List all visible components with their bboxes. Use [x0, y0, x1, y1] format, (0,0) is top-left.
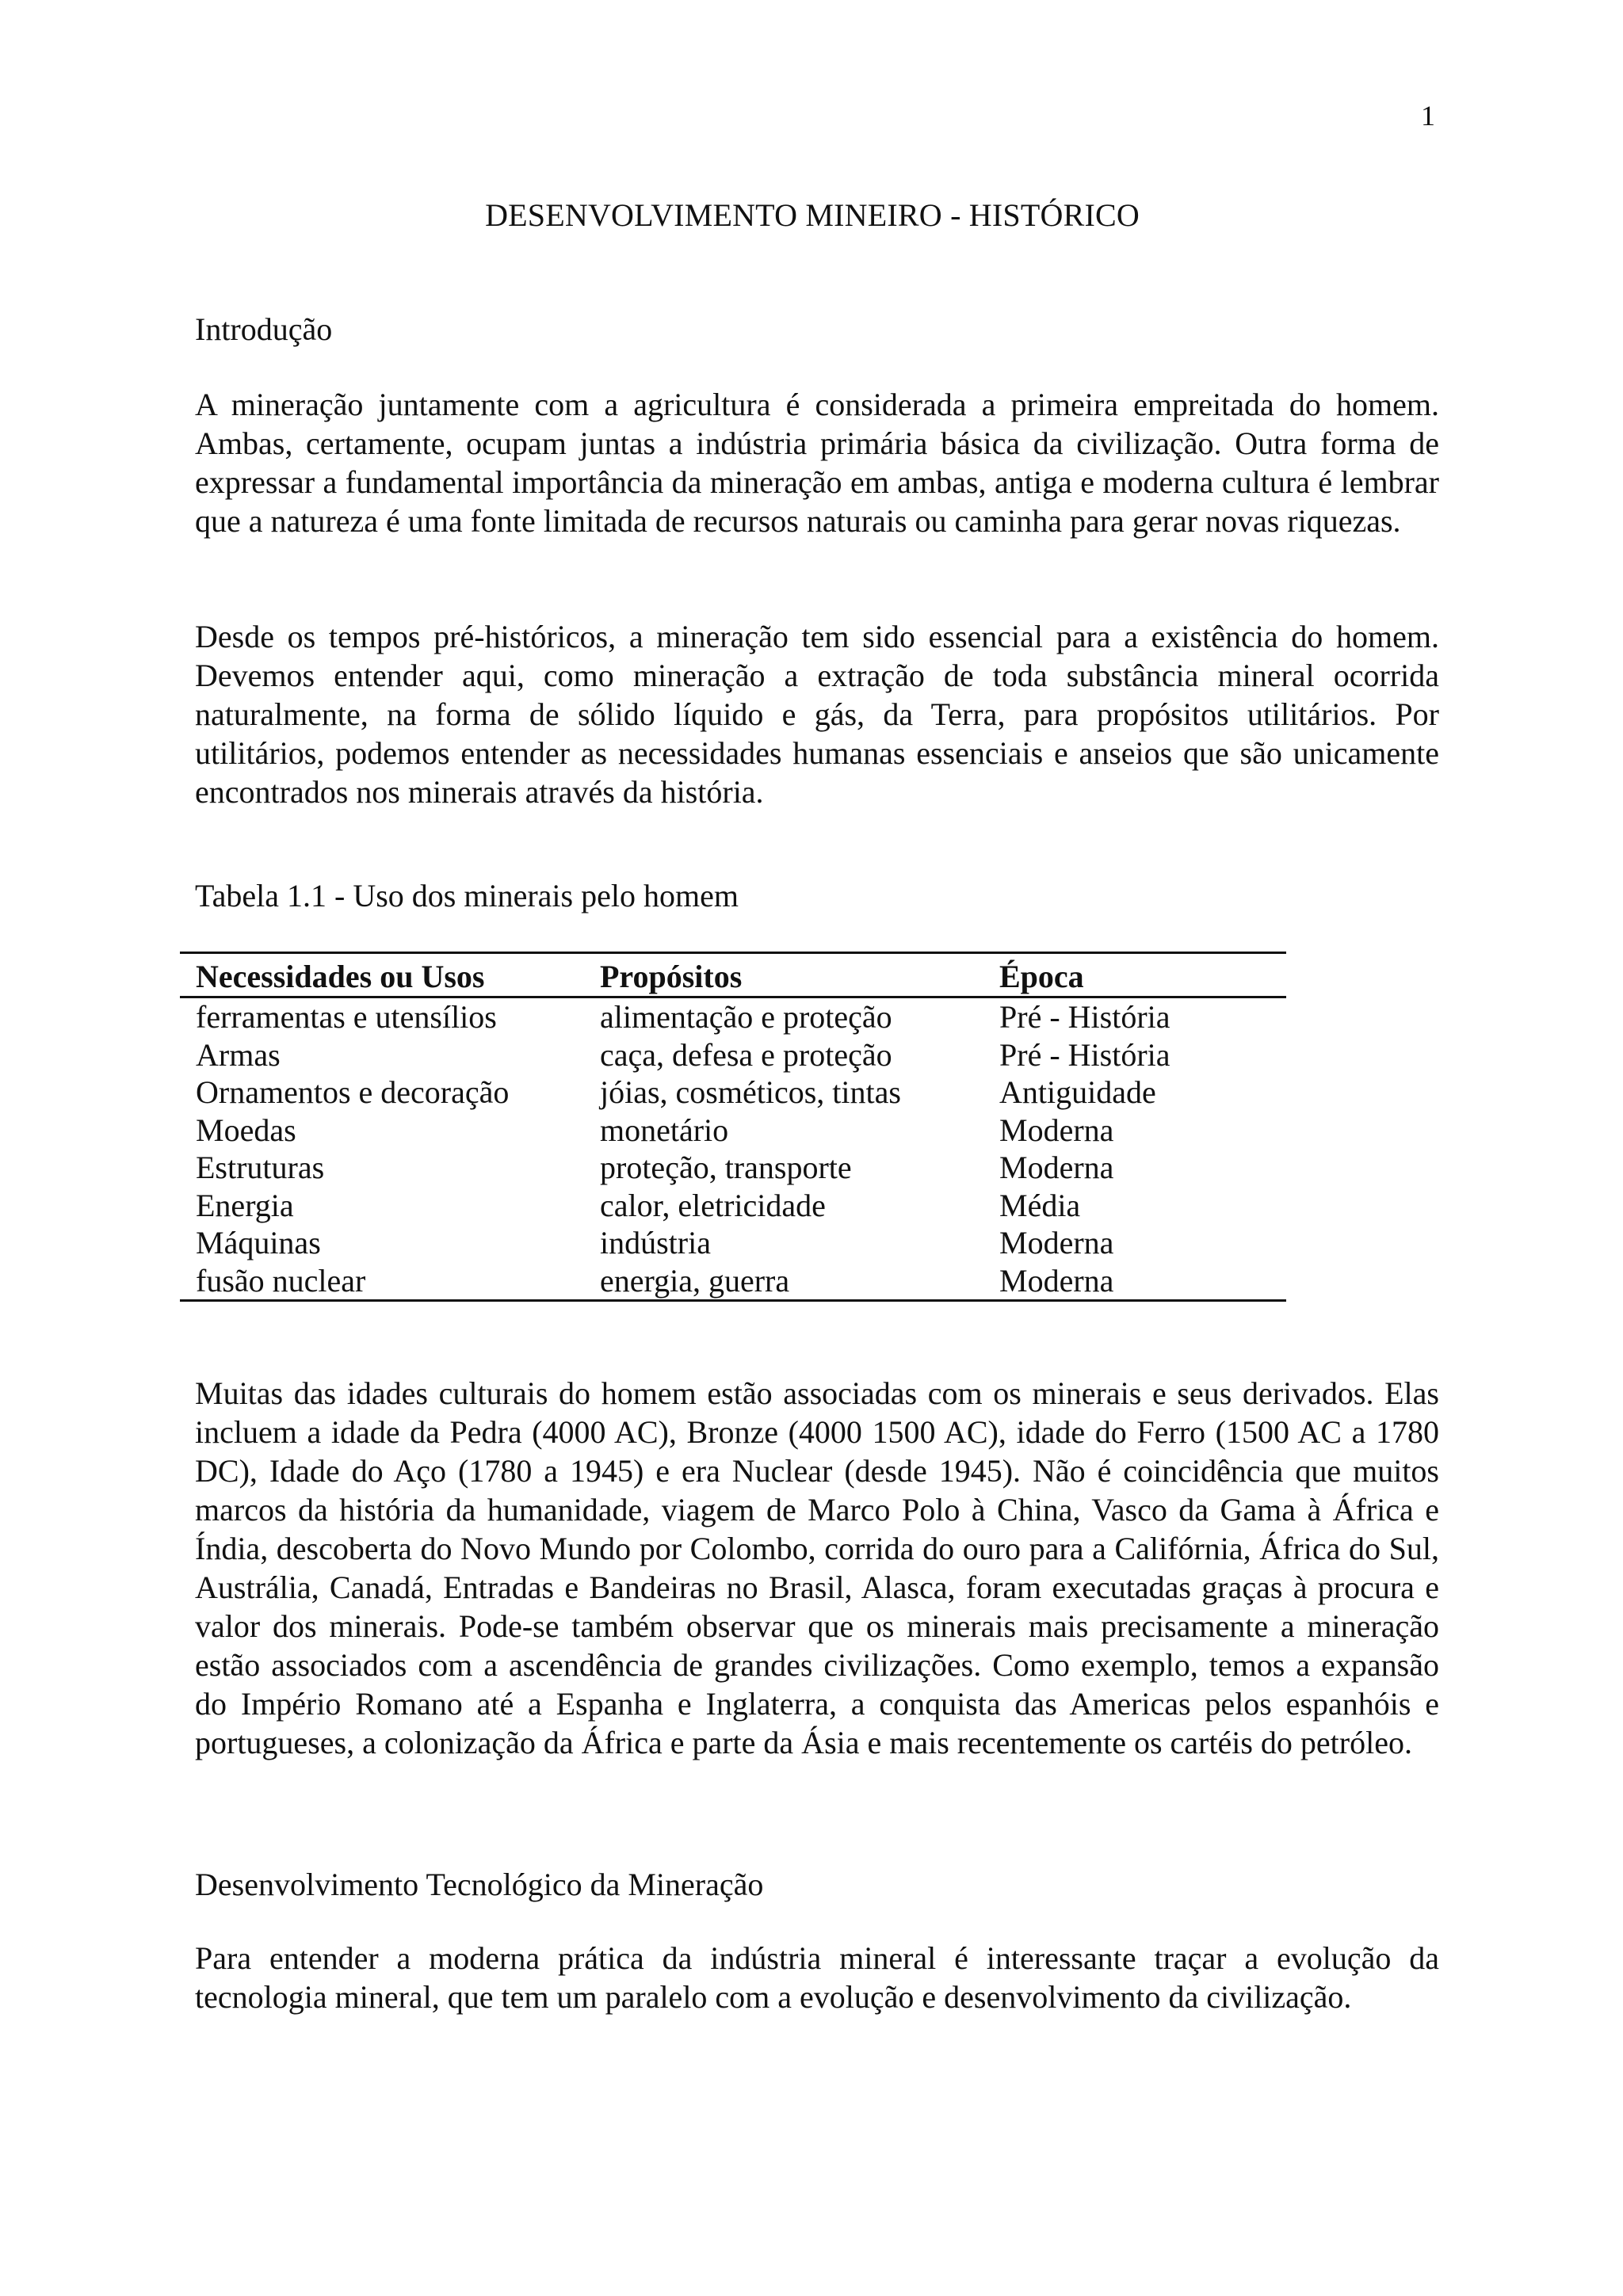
- cell-proposito: energia, guerra: [600, 1262, 790, 1299]
- cell-proposito: jóias, cosméticos, tintas: [600, 1074, 901, 1110]
- table-row: [180, 1074, 1286, 1112]
- cell-epoca: Antiguidade: [999, 1074, 1156, 1110]
- header-propositos: Propósitos: [600, 959, 743, 994]
- cell-epoca: Moderna: [999, 1262, 1114, 1299]
- cell-epoca: Pré - História: [999, 999, 1170, 1035]
- cell-epoca: Moderna: [999, 1150, 1114, 1185]
- intro-paragraph-1: A mineração juntamente com a agricultura é considerada a primeira empreitada do homem. Ambas, certamente, ocupam juntas a indústria primária básica da civilização. Outra forma de expressar a fundamental importância da mineração em ambas, antiga e moderna cultura é lembrar que a natureza é uma fonte limitada de recursos naturais ou caminha para gerar novas riquezas.: [195, 387, 1439, 539]
- cell-epoca: Média: [999, 1187, 1081, 1223]
- cell-uso: Estruturas: [196, 1150, 325, 1185]
- cell-uso: Moedas: [196, 1112, 296, 1148]
- table-caption: Tabela 1.1 - Uso dos minerais pelo homem: [195, 878, 739, 913]
- cell-proposito: proteção, transporte: [600, 1150, 852, 1185]
- cell-proposito: indústria: [600, 1225, 711, 1261]
- table-row: [180, 1149, 1286, 1187]
- cell-uso: Ornamentos e decoração: [196, 1074, 510, 1110]
- cell-uso: fusão nuclear: [196, 1262, 366, 1299]
- cell-proposito: monetário: [600, 1112, 729, 1148]
- cell-epoca: Pré - História: [999, 1036, 1170, 1073]
- cell-proposito: caça, defesa e proteção: [600, 1036, 892, 1073]
- table-row: [180, 1224, 1286, 1262]
- table-row: [180, 997, 1286, 1036]
- table-header-row: [180, 953, 1286, 997]
- minerals-usage-table-container: [180, 952, 1286, 1302]
- table-row: [180, 1262, 1286, 1301]
- cell-uso: ferramentas e utensílios: [196, 999, 497, 1035]
- tech-section-heading: Desenvolvimento Tecnológico da Mineração: [195, 1867, 764, 1902]
- cultural-ages-paragraph: Muitas das idades culturais do homem estão associadas com os minerais e seus derivados. Elas incluem a idade da Pedra (4000 AC), Bronze (4000 1500 AC), idade do Ferro (1500 AC a 1780 DC), Idade do Aço (1780 a 1945) e era Nuclear (desde 1945). Não é coincidência que muitos marcos da história da humanidade, viagem de Marco Polo à China, Vasco da Gama à África e Índia, descoberta do Novo Mundo por Colombo, corrida do ouro para a Califórnia, África do Sul, Austrália, Canadá, Entradas e Bandeiras no Brasil, Alasca, foram executadas graças à procura e valor dos minerais. Pode-se também observar que os minerais mais precisamente a mineração estão associados com a ascendência de grandes civilizações. Como exemplo, temos a expansão do Império Romano até a Espanha e Inglaterra, a conquista das Americas pelos espanhóis e portugueses, a colonização da África e parte da Ásia e mais recentemente os cartéis do petróleo.: [195, 1375, 1439, 1760]
- intro-paragraph-2: Desde os tempos pré-históricos, a mineração tem sido essencial para a existência do homem. Devemos entender aqui, como mineração a extração de toda substância mineral ocorrida naturalmente, na forma de sólido líquido e gás, da Terra, para propósitos utilitários. Por utilitários, podemos entender as necessidades humanas essenciais e anseios que são unicamente encontrados nos minerais através da história.: [195, 619, 1439, 810]
- cell-proposito: calor, eletricidade: [600, 1187, 826, 1223]
- intro-heading: Introdução: [195, 311, 333, 347]
- page-number: 1: [1421, 100, 1435, 132]
- tech-section-paragraph: Para entender a moderna prática da indústria mineral é interessante traçar a evolução da tecnologia mineral, que tem um paralelo com a evolução e desenvolvimento da civilização.: [195, 1940, 1439, 2015]
- header-necessidades: Necessidades ou Usos: [196, 959, 485, 994]
- cell-uso: Energia: [196, 1187, 294, 1223]
- cell-epoca: Moderna: [999, 1112, 1114, 1148]
- cell-uso: Armas: [196, 1036, 281, 1073]
- table-row: [180, 1036, 1286, 1074]
- cell-proposito: alimentação e proteção: [600, 999, 892, 1035]
- minerals-usage-table: [180, 952, 1286, 1302]
- table-row: [180, 1112, 1286, 1150]
- cell-uso: Máquinas: [196, 1225, 321, 1261]
- header-epoca: Época: [999, 959, 1084, 994]
- cell-epoca: Moderna: [999, 1225, 1114, 1261]
- document-title: DESENVOLVIMENTO MINEIRO - HISTÓRICO: [485, 197, 1140, 233]
- table-row: [180, 1187, 1286, 1225]
